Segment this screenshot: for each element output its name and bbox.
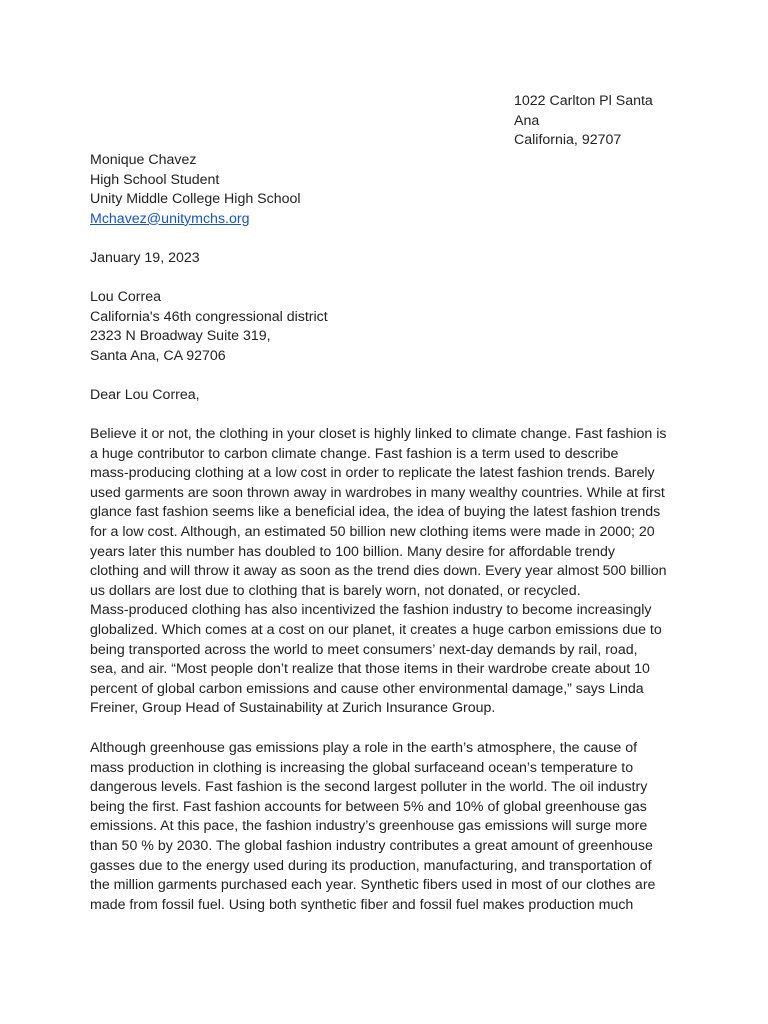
paragraph-line: emissions. At this pace, the fashion industry’s greenhouse gas emissions will surge more <box>90 818 648 835</box>
paragraph-line: made from fossil fuel. Using both synthetic fiber and fossil fuel makes production much <box>90 896 634 913</box>
sender-title: High School Student <box>90 171 220 188</box>
paragraph-line: for a low cost. Although, an estimated 50 billion new clothing items were made in 2000; 20 <box>90 523 655 540</box>
sender-name: Monique Chavez <box>90 152 197 168</box>
sender-address-line: 1022 Carlton Pl Santa <box>514 93 653 109</box>
paragraph-line: sea, and air. “Most people don’t realize that those items in their wardrobe create about 10 <box>90 661 650 678</box>
paragraph-line: glance fast fashion seems like a beneficial idea, the idea of buying the latest fashion trends <box>90 504 661 521</box>
body-paragraph-2 <box>90 739 690 915</box>
sender-school: Unity Middle College High School <box>90 191 301 208</box>
sender-address-line: California, 92707 <box>514 132 622 149</box>
recipient-line: 2323 N Broadway Suite 319, <box>90 328 271 345</box>
recipient-line: Santa Ana, CA 92706 <box>90 347 226 364</box>
paragraph-line: clothing and will throw it away as soon as the trend dies down. Every year almost 500 billion <box>90 563 667 580</box>
paragraph-line: gasses due to the energy used during its production, manufacturing, and transportation of <box>90 857 652 874</box>
salutation <box>90 386 690 406</box>
paragraph-line: a huge contributor to carbon climate change. Fast fashion is a term used to describe <box>90 445 619 462</box>
paragraph-line: dangerous levels. Fast fashion is the second largest polluter in the world. The oil industry <box>90 779 648 796</box>
paragraph-line: years later this number has doubled to 100 billion. Many desire for affordable trendy <box>90 543 615 560</box>
recipient-block <box>90 288 690 366</box>
sender-address <box>514 92 714 151</box>
paragraph-line: us dollars are lost due to clothing that is barely worn, not donated, or recycled. <box>90 582 581 599</box>
paragraph-line: Believe it or not, the clothing in your closet is highly linked to climate change. Fast fashion is <box>90 426 667 442</box>
paragraph-line: Freiner, Group Head of Sustainability at Zurich Insurance Group. <box>90 700 496 717</box>
paragraph-line: than 50 % by 2030. The global fashion industry contributes a great amount of greenhouse <box>90 837 653 854</box>
recipient-line: Lou Correa <box>90 289 161 305</box>
letter-date <box>90 249 690 269</box>
paragraph-line: the million garments purchased each year. Synthetic fibers used in most of our clothes are <box>90 877 656 894</box>
paragraph-line: globalized. Which comes at a cost on our planet, it creates a huge carbon emissions due to <box>90 621 662 638</box>
paragraph-line: mass-producing clothing at a low cost in order to replicate the latest fashion trends. Barely <box>90 465 655 482</box>
recipient-line: California's 46th congressional district <box>90 308 328 325</box>
sender-block <box>90 151 690 229</box>
paragraph-line: mass production in clothing is increasing the global surfaceand ocean’s temperature to <box>90 759 634 776</box>
sender-address-line: Ana <box>514 112 540 129</box>
paragraph-line: used garments are soon thrown away in wardrobes in many wealthy countries. While at first <box>90 484 665 501</box>
body-paragraph-1 <box>90 425 690 719</box>
salutation-text: Dear Lou Correa, <box>90 387 200 403</box>
date-text: January 19, 2023 <box>90 250 200 266</box>
paragraph-line: being transported across the world to meet consumers’ next-day demands by rail, road, <box>90 641 638 658</box>
sender-email-link[interactable]: Mchavez@unitymchs.org <box>90 210 250 227</box>
paragraph-line: Mass-produced clothing has also incentivized the fashion industry to become increasingly <box>90 602 652 619</box>
paragraph-line: Although greenhouse gas emissions play a role in the earth’s atmosphere, the cause of <box>90 740 638 756</box>
paragraph-line: percent of global carbon emissions and cause other environmental damage,” says Linda <box>90 680 644 697</box>
paragraph-line: being the first. Fast fashion accounts for between 5% and 10% of global greenhouse gas <box>90 798 647 815</box>
